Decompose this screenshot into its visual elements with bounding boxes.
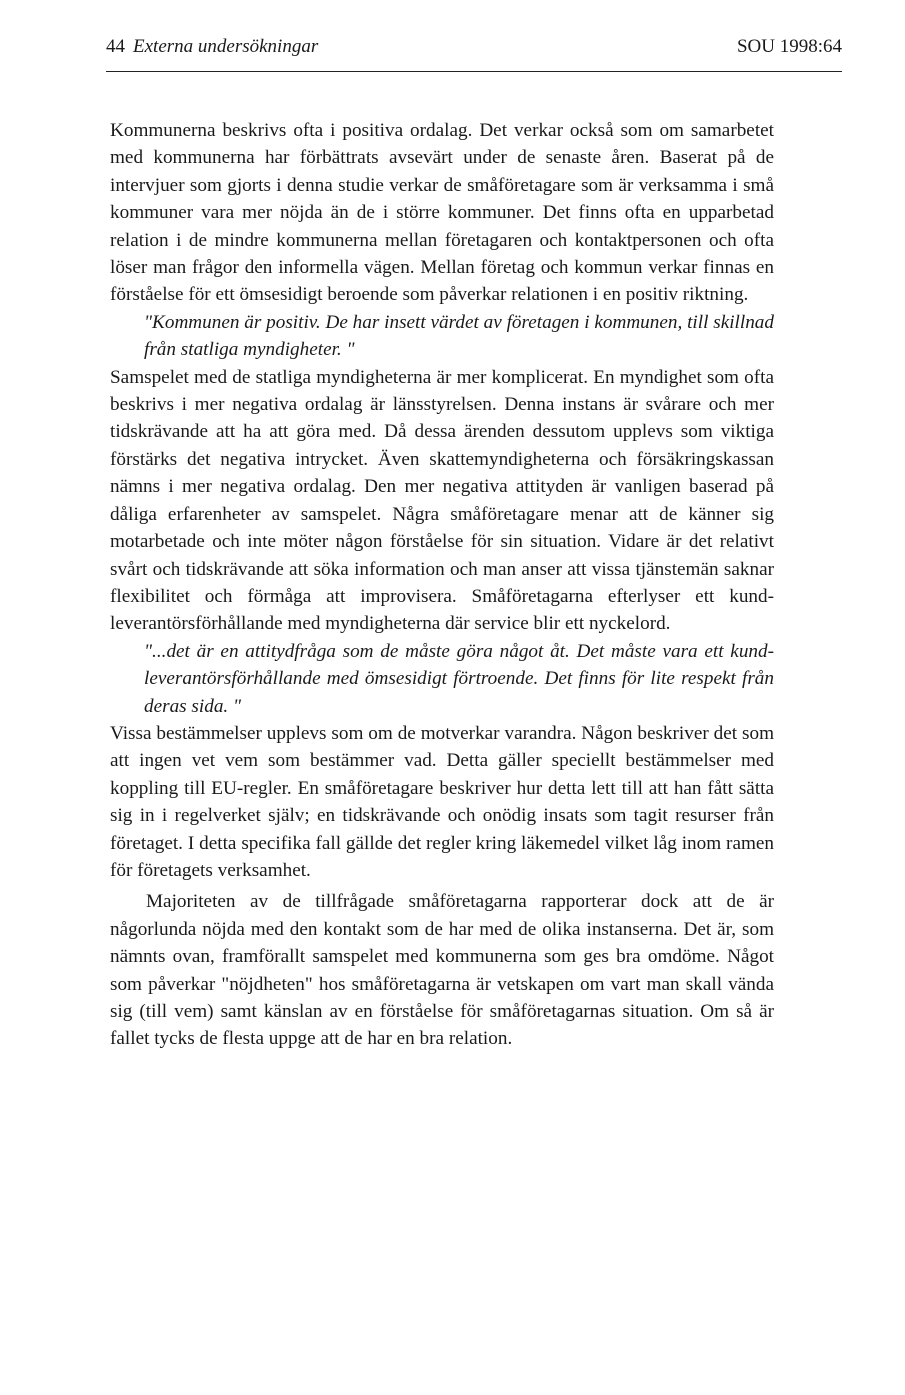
- quote-2: "...det är en attitydfråga som de måste göra något åt. Det måste vara ett kund-leverantörsförhållande med ömsesidigt förtroende. Det finns för lite respekt från deras sida. ": [144, 640, 774, 717]
- page-header: [106, 30, 842, 64]
- body-text: [110, 117, 774, 1053]
- running-title: Externa undersökningar: [133, 36, 319, 57]
- paragraph-2: Samspelet med de statliga myndigheterna är mer komplicerat. En myndighet som ofta beskrivs i mer negativa ordalag är länsstyrelsen. Denna instans är svårare och mer tidskrävande att ha att göra med. Då dessa ärenden dessutom upplevs som viktiga förstärks det negativa intrycket. Även skattemyndigheterna och försäkringskassan nämns i mer negativa ordalag. Den mer negativa attityden är vanligen baserad på dåliga erfarenheter av samspelet. Några småföretagare menar att de känner sig motarbetade och inte möter någon förståelse för sin situation. Vidare är det relativt svårt och tidskrävande att söka information och man anser att vissa tjänstemän saknar flexibilitet och förmåga att improvisera. Småföretagarna efterlyser ett kund-leverantörsförhållande med myndigheterna där service blir ett nyckelord.: [110, 366, 774, 635]
- quote-1: "Kommunen är positiv. De har insett värdet av företagen i kommunen, till skillnad från statliga myndigheter. ": [144, 311, 774, 361]
- paragraph-1: Kommunerna beskrivs ofta i positiva ordalag. Det verkar också som om samarbetet med kommunerna har förbättrats avsevärt under de senaste åren. Baserat på de intervjuer som gjorts i denna studie verkar de småföretagare som är verksamma i små kommuner vara mer nöjda än de i större kommuner. Det finns ofta en upparbetad relation i de mindre kommunerna mellan företagaren och kontaktpersonen och ofta löser man frågor den informella vägen. Mellan företag och kommun verkar finnas en förståelse för ett ömsesidigt beroende som påverkar relationen i en positiv riktning.: [110, 120, 774, 306]
- page-number: 44: [106, 36, 125, 57]
- header-divider: [106, 71, 842, 72]
- paragraph-4: Majoriteten av de tillfrågade småföretagarna rapporterar dock att de är någorlunda nöjda med den kontakt som de har med de olika instanserna. Det är, som nämnts ovan, framförallt samspelet med kommunerna som ges bra omdöme. Något som påverkar "nöjdheten" hos småföretagarna är vetskapen om vart man skall vända sig (till vem) samt känslan av en förståelse för småföretagarnas situation. Om så är fallet tycks de flesta uppge att de har en bra relation.: [110, 891, 774, 1050]
- paragraph-3: Vissa bestämmelser upplevs som om de motverkar varandra. Någon beskriver det som att ingen vet vem som bestämmer vad. Detta gäller speciellt bestämmelser med koppling till EU-regler. En småföretagare beskriver hur detta lett till att han fått sätta sig in i regelverket själv; en tidskrävande och onödig insats som tagit resurser från företaget. I detta specifika fall gällde det regler kring läkemedel vilket låg inom ramen för företagets verksamhet.: [110, 722, 774, 881]
- series-id: SOU 1998:64: [736, 36, 842, 57]
